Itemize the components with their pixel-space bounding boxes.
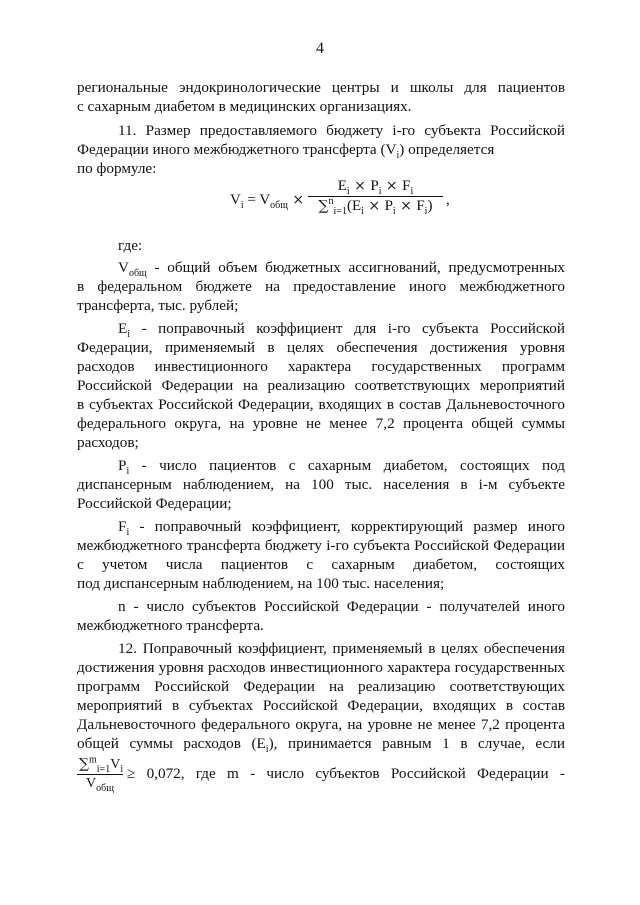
subscript: i xyxy=(126,527,130,539)
formula-var: E xyxy=(118,320,128,337)
subscript: i=1 xyxy=(333,206,347,217)
text-line: с сахарным диабетом в медицинских организациях. xyxy=(77,98,412,115)
formula-var: V xyxy=(86,776,97,791)
formula-numerator xyxy=(77,756,123,775)
text-line: в федеральном бюджете на предоставление иного межбюджетного xyxy=(77,278,565,295)
formula-var: F xyxy=(402,178,411,194)
text-span: - число пациентов с сахарным диабетом, состоящих под xyxy=(141,457,565,474)
formula-fraction xyxy=(77,756,123,792)
formula-var: V xyxy=(118,259,129,276)
text-line xyxy=(77,734,565,756)
formula-eq: = V xyxy=(243,192,271,208)
text-line: 12. Поправочный коэффициент, применяемый в целях обеспечения xyxy=(118,640,565,657)
text-line xyxy=(77,140,565,162)
text-span: общей суммы расходов (E xyxy=(77,735,266,752)
text-line: n - число субъектов Российской Федерации - получателей иного xyxy=(118,598,565,615)
text-line: мероприятий в субъектах Российской Федерации, входящих в состав xyxy=(77,697,565,714)
text-line: федерального округа, на уровне не менее 7,2 процента общей суммы xyxy=(77,415,565,432)
text-line: расходов; xyxy=(77,434,139,451)
text-line: трансферта, тыс. рублей; xyxy=(77,297,239,314)
formula-var: V xyxy=(110,757,121,772)
text-line: где: xyxy=(118,237,143,254)
formula-lhs xyxy=(230,192,304,209)
subscript: общ xyxy=(96,782,114,794)
subscript: i xyxy=(346,186,350,197)
text-line: Российской Федерации на реализацию соответствующих мероприятий xyxy=(77,377,565,394)
text-span: ≥ 0,072, где m - число субъектов Российской Федерации - xyxy=(127,765,565,782)
text-line xyxy=(118,517,565,539)
text-line xyxy=(118,319,566,341)
formula-times: × xyxy=(287,192,305,208)
text-line xyxy=(118,258,565,280)
text-line: программ Российской Федерации на реализацию соответствующих xyxy=(77,678,565,695)
subscript: i xyxy=(424,206,428,217)
formula-comma: , xyxy=(446,192,450,208)
subscript: общ xyxy=(128,268,147,280)
text-span: ) определяется xyxy=(399,141,495,158)
formula-var: F xyxy=(118,518,127,535)
formula-times: × xyxy=(363,198,385,214)
formula-var: E xyxy=(337,178,347,194)
text-line xyxy=(118,456,565,478)
subscript: i=1 xyxy=(96,763,111,775)
text-span: - поправочный коэффициент для i-го субъекта Российской xyxy=(141,320,566,337)
sum-symbol: ∑ xyxy=(79,756,89,772)
formula-var: V xyxy=(230,192,241,208)
text-line: межбюджетного трансферта бюджету i-го субъекта Российской Федерации xyxy=(77,537,565,554)
text-line: с учетом числа пациентов с сахарным диабетом, состоящих xyxy=(77,556,565,573)
text-line: Федерации, применяемый в целях обеспечения достижения уровня xyxy=(77,339,565,356)
text-span: - поправочный коэффициент, корректирующий размер иного xyxy=(139,518,565,535)
formula-denominator: $\sum^n_{i=1}(E_i \times P_i \times F_i)$ xyxy=(318,196,433,217)
formula-var: P xyxy=(384,198,393,214)
formula-numerator xyxy=(308,178,443,197)
text-span: ), принимается равным 1 в случае, если xyxy=(268,735,565,752)
text-line: в субъектах Российской Федерации, входящих в состав Дальневосточного xyxy=(77,396,565,413)
page-number: 4 xyxy=(316,40,324,57)
text-line: расходов инвестиционного характера государственных программ xyxy=(77,358,565,375)
subscript: общ xyxy=(270,200,288,211)
text-line: региональные эндокринологические центры и школы для пациентов xyxy=(77,79,565,96)
subscript: i xyxy=(361,206,364,217)
text-line: под диспансерным наблюдением, на 100 тыс. населения; xyxy=(77,575,445,592)
text-line: достижения уровня расходов инвестиционного характера государственных xyxy=(77,659,565,676)
text-line: диспансерным наблюдением, на 100 тыс. населения в i-м субъекте xyxy=(77,476,565,493)
formula-var: P xyxy=(118,457,127,474)
formula-times: × xyxy=(395,198,417,214)
sum-symbol: ∑ xyxy=(318,198,329,214)
subscript: i xyxy=(120,763,124,775)
text-span: - общий объем бюджетных ассигнований, предусмотренных xyxy=(154,259,565,276)
text-line: 11. Размер предоставляемого бюджету i-го субъекта Российской xyxy=(118,122,565,139)
formula-var: E xyxy=(351,198,362,214)
superscript: m xyxy=(89,754,97,766)
text-line: Дальневосточного федерального округа, на уровне не менее 7,2 процента xyxy=(77,716,565,733)
formula-block xyxy=(230,178,470,226)
subscript: i xyxy=(127,329,131,341)
subscript: i xyxy=(240,200,244,211)
subscript: i xyxy=(265,744,269,756)
formula-fraction xyxy=(308,178,443,215)
formula-times: × xyxy=(381,178,403,194)
text-span: Федерации иного межбюджетного трансферта (V xyxy=(77,141,397,158)
subscript: i xyxy=(396,150,400,162)
formula-var: P xyxy=(370,178,379,194)
subscript: i xyxy=(392,206,396,217)
subscript: i xyxy=(126,466,130,478)
subscript: i xyxy=(410,186,414,197)
text-line: Российской Федерации; xyxy=(77,495,232,512)
condition-formula xyxy=(77,756,565,796)
formula-times: × xyxy=(349,178,371,194)
text-line: по формуле: xyxy=(77,160,157,177)
formula-var: F xyxy=(416,198,425,214)
text-line: межбюджетного трансферта. xyxy=(77,617,264,634)
subscript: i xyxy=(378,186,382,197)
formula-denominator xyxy=(77,775,123,792)
superscript: n xyxy=(328,196,334,207)
